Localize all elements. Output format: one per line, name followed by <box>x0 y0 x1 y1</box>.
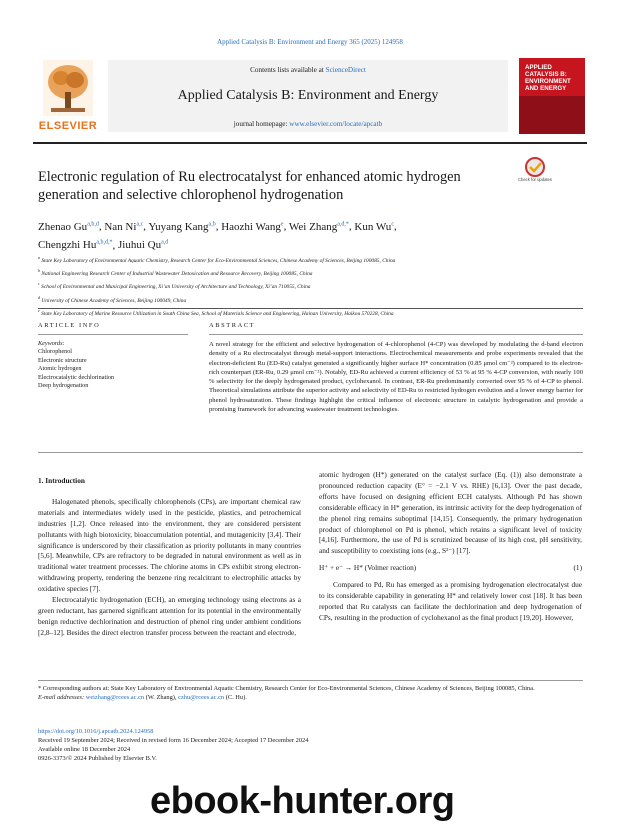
check-for-updates-icon[interactable] <box>520 156 550 190</box>
author[interactable]: Wei Zhang$^{a,d,*}$ <box>288 220 349 233</box>
affiliation: $^a$ State Key Laboratory of Environmental Aquatic Chemistry, Research Center for Eco-Environmental Sciences, Chinese Academy of Sciences, Beijing 100085, China <box>38 255 396 264</box>
article-title: Electronic regulation of Ru electrocatalyst for enhanced atomic hydrogen generation and selective chlorophenol hydrogenation <box>38 169 461 203</box>
author[interactable]: Chengzhi $Hu^{a,b,d,*}$ <box>38 239 113 252</box>
cover-text: APPLIED CATALYSIS B: ENVIRONMENT AND ENERGY <box>525 64 571 92</box>
article-footer <box>38 727 583 763</box>
email-link[interactable]: czhu@rcees.ac.cn <box>178 694 225 701</box>
homepage-line <box>108 120 508 128</box>
equation-text: H⁺ + e⁻ → H* (Volmer reaction) <box>319 563 417 573</box>
affiliation: $^b$ National Engineering Research Center of Industrial Wastewater Detoxication and Resource Recovery, Beijing 100085, China <box>38 268 313 277</box>
masthead-rule <box>33 142 587 144</box>
affiliation: $^e$ State Key Laboratory of Marine Resource Utilization in South China Sea, School of Materials Science and Engineering, Hainan University, Haikou 570228, China <box>38 307 394 317</box>
elsevier-tree-icon <box>43 60 93 116</box>
journal-cover-image <box>519 58 585 134</box>
author[interactable]: Kun Wu$^c$ <box>354 220 394 233</box>
watermark-text: ebook-hunter.org <box>150 780 455 822</box>
keywords-block <box>38 340 188 390</box>
footnote <box>38 684 583 702</box>
check-for-updates-label[interactable]: Check for updates <box>518 177 552 182</box>
article-info-rule <box>38 334 188 335</box>
paragraph: Electrocatalytic hydrogenation (ECH), an emerging technology using electrons as a green reductant, has garnered significant attention for its potential in the environmentally benign reductive dechlorination and destruction of phenol ring under ambient conditions [2,8–12]. Besides the direct electron transfer process between the reactant and electrode, <box>38 595 301 637</box>
keyword: Electrocatalytic dechlorination <box>38 373 115 381</box>
homepage-prefix: journal homepage: <box>233 120 290 128</box>
article-info-label: ARTICLE INFO <box>38 322 101 329</box>
cover-band <box>519 96 585 134</box>
keywords-label: Keywords: <box>38 340 65 347</box>
affiliation: $^d$ University of Chinese Academy of Sciences, Beijing 100049, China <box>38 294 187 304</box>
abstract-label: ABSTRACT <box>209 322 256 329</box>
section-heading-introduction: 1. Introduction <box>38 476 85 485</box>
corresponding-authors-note: * Corresponding authors at: State Key Laboratory of Environmental Aquatic Chemistry, Research Center for Eco-Environmental Sciences, Chinese Academy of Sciences, Beijing 100085, China. <box>38 685 535 692</box>
journal-title: Applied Catalysis B: Environment and Energy <box>177 88 439 103</box>
abstract-rule <box>209 334 583 335</box>
email-owner: (W. Zhang), <box>144 694 179 701</box>
contents-line <box>108 66 508 74</box>
homepage-link[interactable]: www.elsevier.com/locate/apcatb <box>289 120 383 128</box>
publisher-logo-text: ELSEVIER <box>38 120 98 132</box>
body-column-left <box>38 476 301 639</box>
journal-reference[interactable]: Applied Catalysis B: Environment and Energy 365 (2025) 124958 <box>217 38 403 46</box>
author[interactable]: Yuyang Kang$^{a,b}$ <box>148 220 216 233</box>
abstract-text: A novel strategy for the efficient and selective hydrogenation of 4-chlorophenol (4-CP) was developed by modulating the d-band electron density of a Ru electrocatalyst through metal-support interactions. Electrochemical measurements and probe experiments revealed that the electron-deficient Ru (ED-Ru) catalyst generated a significantly higher surface H* concentration (0.85 μmol cm⁻²) compared to its electron-rich counterpart (ER-Ru, 0.29 μmol cm⁻²). Notably, ED-Ru achieved a current efficiency of 53 % at 95 % 4-CP conversion, with nearly 100 % selectivity for the deeply hydrogenated product, cyclohexanol. In contrast, ER-Ru predominantly converted over 95 % of 4-CP to phenol. Theoretical simulations attribute the superior activity and selectivity of ED-Ru to restricted hydrogen evolution and a lower energy barrier for phenol hydrosaturation. These findings highlight the critical influence of electronic structure in catalytic hydrogenation and provide a promising framework for advancing wastewater treatment technologies. <box>209 341 583 414</box>
equation-number: (1) <box>573 563 582 573</box>
author[interactable]: Jiuhui Qu$^{a,d}$ <box>118 239 169 252</box>
paragraph: Halogenated phenols, specifically chlorophenols (CPs), are important chemical raw materials and intermediates widely used in the pesticide, plastics, and petrochemical industries [1,2]. Once released into the environment, they are considered persistent pollutants with high biotoxicity, bioaccumulation potential, and mutagenicity [3,4]. Their significance is underscored by their classification as priority pollutants in many countries [5,6]. Meanwhile, CPs are refractory to be degraded in natural environment as well as in traditional water treatment processes. The chlorine atoms in CPs exhibit strong electron-withdrawing property, rendering the benzene ring recalcitrant to electrophilic attacks by oxidative species [7]. <box>38 496 301 594</box>
affiliation-rule <box>38 308 583 309</box>
journal-banner <box>108 60 508 132</box>
keyword: Atomic hydrogen <box>38 365 82 373</box>
contents-prefix: Contents lists available at <box>250 66 326 74</box>
doi-link[interactable]: https://doi.org/10.1016/j.apcatb.2024.124958 <box>38 728 154 735</box>
abstract-end-rule <box>38 452 583 453</box>
affiliations <box>38 253 578 319</box>
author[interactable]: Nan Ni$^{a,c}$ <box>104 220 144 233</box>
paragraph: Compared to Pd, Ru has emerged as a promising hydrogenation electrocatalyst due to its considerable capability in generating H* and relatively lower cost [18]. It has been reported that Ru catalysts can facilitate the dechlorination and deep hydrogenation of CPs, resulting in the production of cyclohexanol as the final product [19,20]. However, <box>319 580 582 622</box>
keyword: Chlorophenol <box>38 348 73 356</box>
email-link[interactable]: weizhang@rcees.ac.cn <box>85 694 145 701</box>
affiliation: $^c$ School of Environmental and Municipal Engineering, Xi’an University of Architecture and Technology, Xi’an 710055, China <box>38 281 311 291</box>
equation-1 <box>319 563 582 574</box>
email-owner: (C. Hu). <box>224 694 247 701</box>
footnote-rule <box>38 680 583 681</box>
keyword: Deep hydrogenation <box>38 382 89 390</box>
issn-copyright: 0926-3373/© 2024 Published by Elsevier B.V. <box>38 755 157 762</box>
received-dates: Received 19 September 2024; Received in revised form 16 December 2024; Accepted 17 December 2024 <box>38 737 309 744</box>
keyword: Electronic structure <box>38 356 87 364</box>
author-list: Zhenao Gu$^{a,b,d}$, Nan Ni$^{a,c}$, Yuyang Kang$^{a,b}$, Haozhi Wang$^e$, Wei Zhang$^{a,d,*}$, Kun Wu$^c$, Chengzhi $Hu^{a,b,d,*}$, Jiuhui Qu$^{a,d}$ <box>38 220 397 252</box>
author[interactable]: Zhenao Gu$^{a,b,d}$ <box>38 220 99 233</box>
email-line <box>38 693 583 702</box>
email-label: E-mail addresses: <box>38 694 85 701</box>
paragraph: atomic hydrogen (H*) generated on the catalyst surface (Eq. (1)) also demonstrate a pronounced reduction capacity (E° = −2.1 V vs. RHE) [6,13]. Over the past decade, efforts have focused on designing efficient ECH catalysts. Although Pd has shown considerable efficacy in H* generation, its intrinsic activity for the deep hydrogenation of the phenol ring remains suboptimal [14,15]. Consequently, the primary hydrogenation product of chlorophenol on Pd is phenol, which retains a significant level of toxicity [4,16]. Furthermore, the use of Pd is scrutinized because of its high cost, pH sensitivity, and susceptibility to coexisting ions (e.g., S²⁻) [17]. <box>319 470 582 556</box>
author[interactable]: Haozhi Wang$^e$ <box>221 220 284 233</box>
masthead <box>33 58 587 138</box>
sciencedirect-link[interactable]: ScienceDirect <box>325 66 366 74</box>
elsevier-logo <box>33 60 103 134</box>
available-online: Available online 18 December 2024 <box>38 746 131 753</box>
body-column-right <box>319 470 582 624</box>
